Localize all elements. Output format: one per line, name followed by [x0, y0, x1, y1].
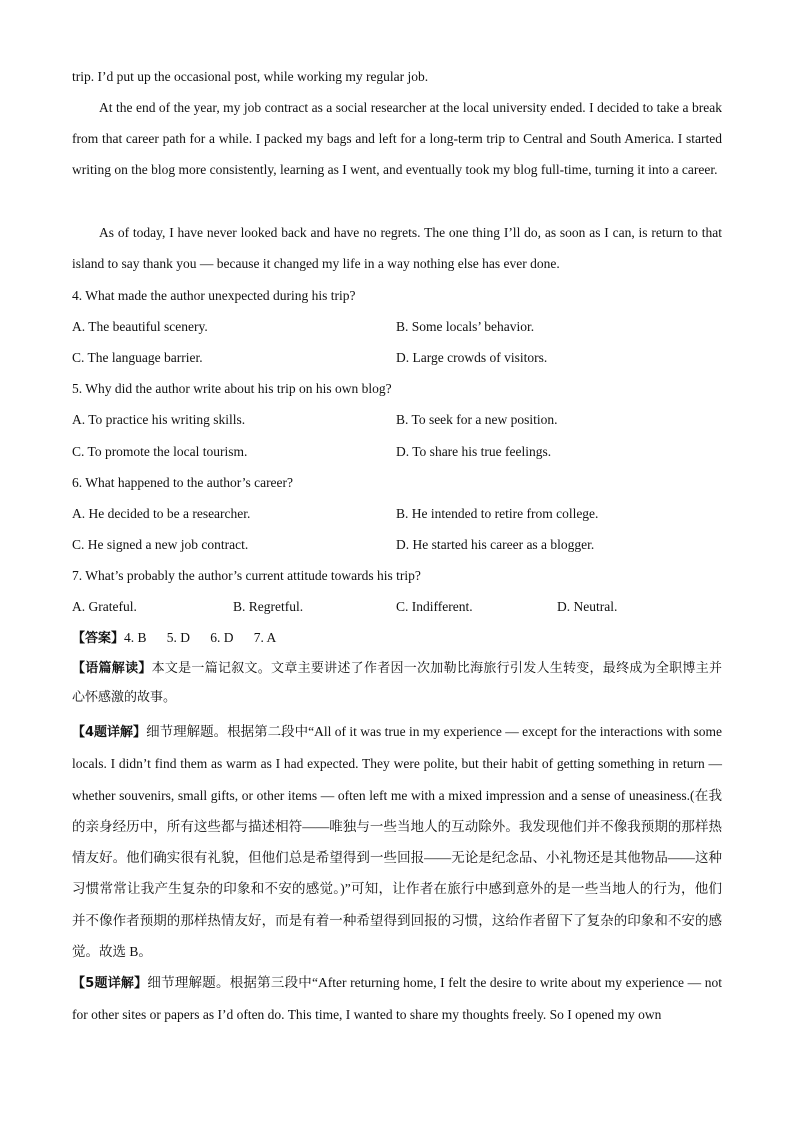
- option-b: B. Regretful.: [233, 599, 304, 614]
- answer-line: [72, 630, 276, 647]
- option-a: A. To practice his writing skills.: [72, 412, 246, 427]
- analysis-label: 【语篇解读】: [72, 661, 152, 676]
- option-a: A. He decided to be a researcher.: [72, 506, 251, 521]
- option-c: C. He signed a new job contract.: [72, 537, 249, 552]
- passage-line: trip. I’d put up the occasional post, while working my regular job.: [72, 69, 429, 84]
- q5-detail-block: [72, 967, 722, 1031]
- q4-detail-block: [72, 716, 722, 967]
- option-d: D. To share his true feelings.: [396, 444, 552, 459]
- question-stem: 6. What happened to the author’s career?: [72, 475, 294, 490]
- passage-paragraph: At the end of the year, my job contract as a social researcher at the local university ended. I decided to take a break from that career path for a while. I packed my bags and left for a long-term trip to Central and South America. I started writing on the blog more consistently, learning as I went, and eventually took my blog full-time, turning it into a career.: [72, 100, 722, 178]
- analysis-text: 本文是一篇记叙文。文章主要讲述了作者因一次加勒比海旅行引发人生转变，最终成为全职博主并心怀感激的故事。: [72, 661, 722, 705]
- answer-text: 4. B 5. D 6. D 7. A: [124, 630, 277, 645]
- option-d: D. Large crowds of visitors.: [396, 350, 548, 365]
- option-c: C. To promote the local tourism.: [72, 444, 248, 459]
- q5-detail-text: 细节理解题。根据第三段中“After returning home, I felt the desire to write about my experience — not for other sites or papers as I’d often do. This time, I wanted to share my thoughts freely. So I opened my own: [72, 975, 722, 1023]
- option-b: B. He intended to retire from college.: [396, 506, 599, 521]
- question-stem: 7. What’s probably the author’s current attitude towards his trip?: [72, 568, 421, 583]
- q4-detail-text: 细节理解题。根据第二段中“All of it was true in my experience — except for the interactions with some locals. I didn’t find them as warm as I had expected. They were polite, but their habit of getting something in return — whether souvenirs, small gifts, or other items — often left me with a mixed impression and a sense of uneasiness.(在我的亲身经历中，所有这些都与描述相符——唯独与一些当地人的互动除外。我发现他们并不像我预期的那样热情友好。他们确实很有礼貌，但他们总是希望得到一些回报——无论是纪念品、小礼物还是其他物品——这种习惯常常让我产生复杂的印象和不安的感觉。)”可知，让作者在旅行中感到意外的是一些当地人的行为，他们并不像作者预期的那样热情友好，而是有着一种希望得到回报的习惯，这给作者留下了复杂的印象和不安的感觉。故选 B。: [72, 724, 722, 960]
- analysis-block: [72, 654, 722, 712]
- option-a: A. Grateful.: [72, 599, 137, 614]
- option-a: A. The beautiful scenery.: [72, 319, 208, 334]
- question-stem: 5. Why did the author write about his trip on his own blog?: [72, 381, 392, 396]
- option-d: D. He started his career as a blogger.: [396, 537, 595, 552]
- passage-paragraph: As of today, I have never looked back and have no regrets. The one thing I’ll do, as soon as I can, is return to that island to say thank you — because it changed my life in a way nothing else has ever done.: [72, 225, 722, 272]
- option-d: D. Neutral.: [557, 599, 618, 614]
- option-b: B. Some locals’ behavior.: [396, 319, 535, 334]
- answer-label: 【答案】: [72, 631, 125, 646]
- q4-detail-label: 【4题详解】: [72, 725, 147, 740]
- option-b: B. To seek for a new position.: [396, 412, 558, 427]
- question-stem: 4. What made the author unexpected during his trip?: [72, 288, 356, 303]
- option-c: C. Indifferent.: [396, 599, 473, 614]
- option-c: C. The language barrier.: [72, 350, 203, 365]
- q5-detail-label: 【5题详解】: [72, 976, 148, 991]
